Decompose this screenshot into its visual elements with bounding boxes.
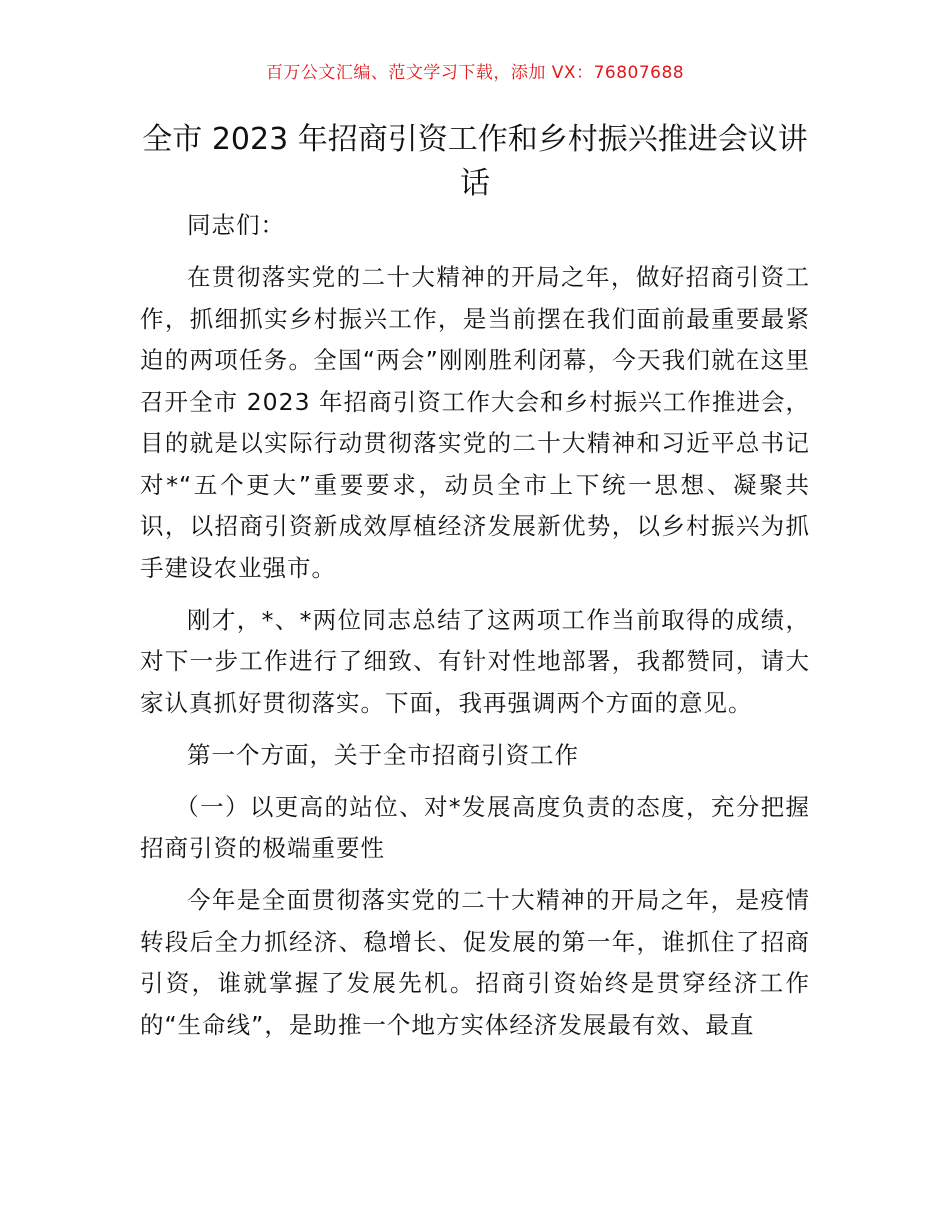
document-title: 全市 2023 年招商引资工作和乡村振兴推进会议讲话	[142, 122, 808, 201]
document-body	[140, 205, 810, 1057]
body-paragraph: 今年是全面贯彻落实党的二十大精神的开局之年，是疫情转段后全力抓经济、稳增长、促发展的第一年，谁抓住了招商引资，谁就掌握了发展先机。招商引资始终是贯穿经济工作的“生命线”，是助推一个地方实体经济发展最有效、最直	[140, 886, 810, 1039]
body-paragraph: 刚才，*、*两位同志总结了这两项工作当前取得的成绩，对下一步工作进行了细致、有针对性地部署，我都赞同，请大家认真抓好贯彻落实。下面，我再强调两个方面的意见。	[140, 605, 810, 717]
subsection-heading: （一）以更高的站位、对*发展高度负责的态度，充分把握招商引资的极端重要性	[140, 792, 810, 862]
salutation: 同志们：	[187, 211, 285, 239]
header-watermark-note: 百万公文汇编、范文学习下载，添加 VX：76807688	[265, 63, 685, 83]
section-heading: 第一个方面，关于全市招商引资工作	[187, 740, 579, 769]
body-paragraph: 在贯彻落实党的二十大精神的开局之年，做好招商引资工作，抓细抓实乡村振兴工作，是当前摆在我们面前最重要最紧迫的两项任务。全国“两会”刚刚胜利闭幕，今天我们就在这里召开全市 2023 年招商引资工作大会和乡村振兴工作推进会，目的就是以实际行动贯彻落实党的二十大精神和习近平总书记对*“五个更大”重要要求，动员全市上下统一思想、凝聚共识，以招商引资新成效厚植经济发展新优势，以乡村振兴为抓手建设农业强市。	[140, 263, 810, 582]
